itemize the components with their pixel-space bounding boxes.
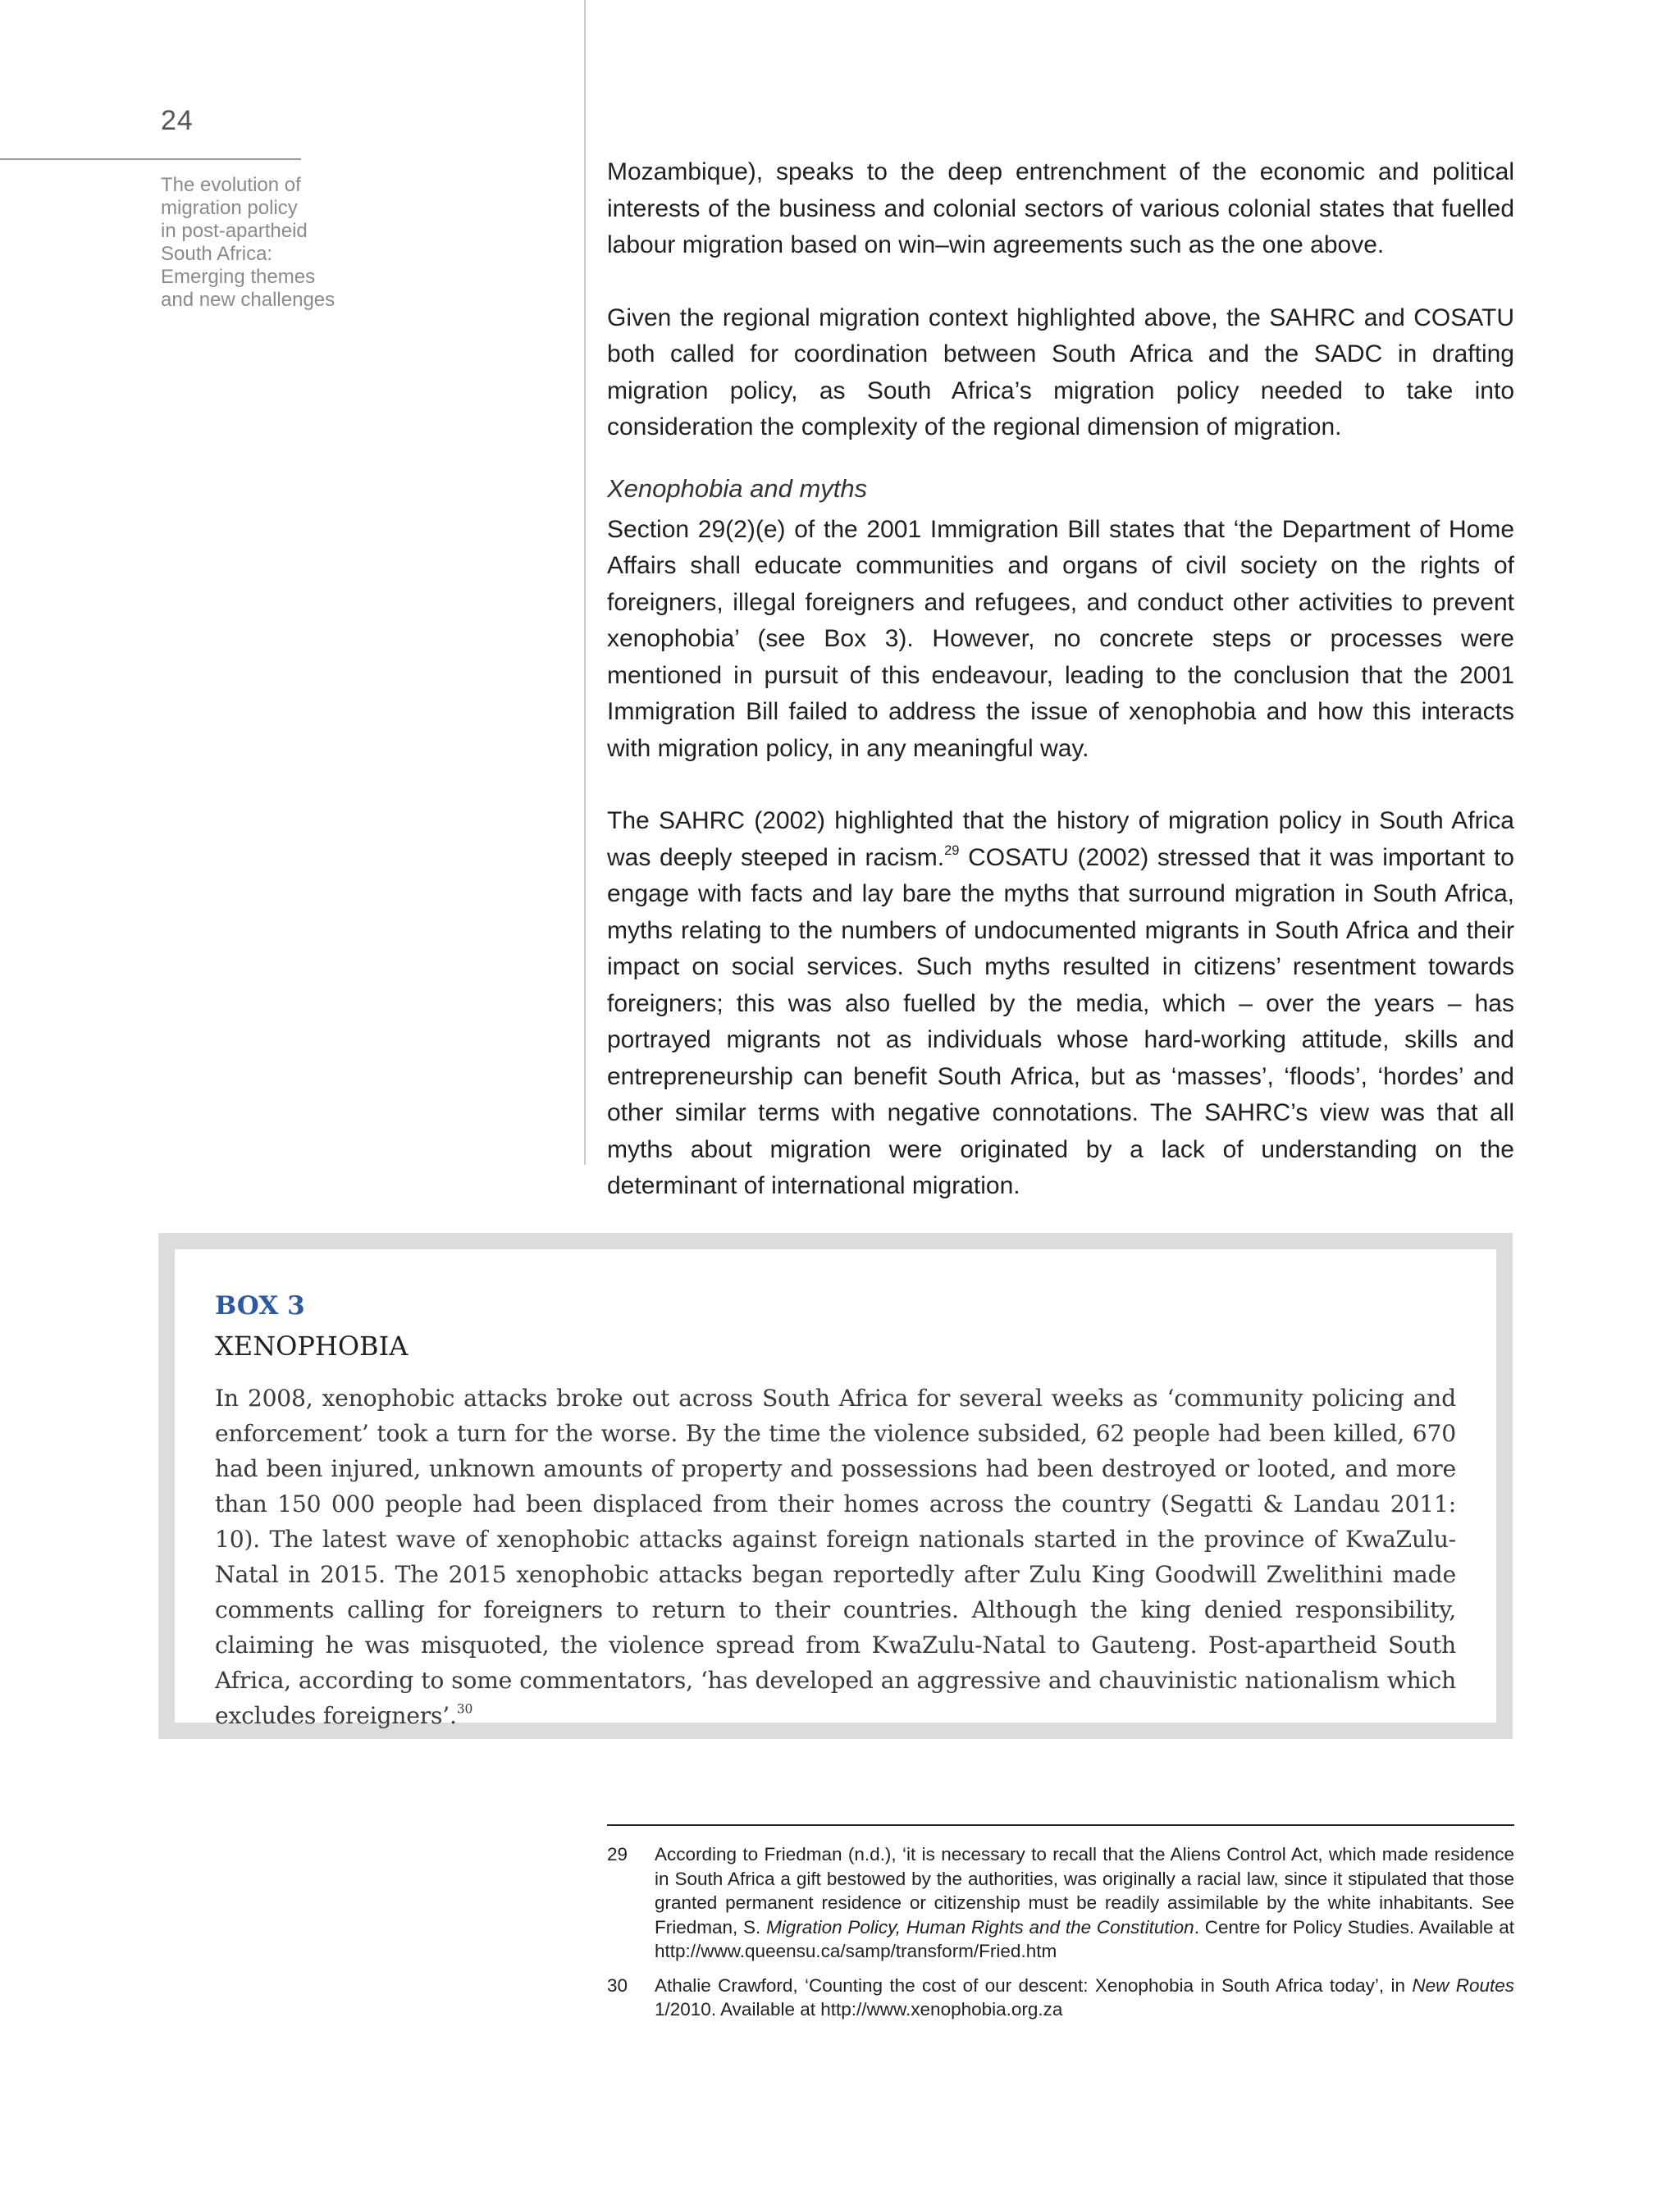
paragraph-text: The SAHRC (2002) highlighted that the history of migration policy in South Africa was deeply steeped in racism. xyxy=(607,807,1514,871)
box-label: BOX 3 xyxy=(215,1291,305,1321)
body-paragraph: Section 29(2)(e) of the 2001 Immigration Bill states that ‘the Department of Home Affairs shall educate communities and organs of civil society on the rights of foreigners, illegal foreigners and refugees, and conduct other activities to prevent xenophobia’ (see Box 3). However, no concrete steps or processes were mentioned in pursuit of this endeavour, leading to the conclusion that the 2001 Immigration Bill failed to address the issue of xenophobia and how this interacts with migration policy, in any meaningful way. xyxy=(607,515,1514,762)
main-text xyxy=(607,154,1514,1205)
running-head xyxy=(161,174,349,312)
running-head-line: The evolution of xyxy=(161,174,301,196)
footnotes xyxy=(607,1842,1514,2022)
page-number: 24 xyxy=(161,105,194,136)
footnote-text: Athalie Crawford, ‘Counting the cost of our descent: Xenophobia in South Africa today’, in xyxy=(655,1974,1413,1996)
footnote-30 xyxy=(607,1974,1514,2022)
column-divider xyxy=(584,0,586,1165)
footnote-number: 30 xyxy=(607,1974,628,1996)
footnote-italic-title: Migration Policy, Human Rights and the Constitution xyxy=(766,1916,1194,1938)
page-number-rule xyxy=(0,158,301,160)
box-body-text: In 2008, xenophobic attacks broke out across South Africa for several weeks as ‘community policing and enforcement’ took a turn for the worse. By the time the violence subsided, 62 people had been killed, 670 had been injured, unknown amounts of property and possessions had been destroyed or looted, and more than 150 000 people had been displaced from their homes across the country (Segatti & Landau 2011: 10). The latest wave of xenophobic attacks against foreign nationals started in the province of KwaZulu-Natal in 2015. The 2015 xenophobic attacks began reportedly after Zulu King Goodwill Zwelithini made comments calling for foreigners to return to their countries. Although the king denied responsibility, claiming he was misquoted, the violence spread from KwaZulu-Natal to Gauteng. Post-apartheid South Africa, according to some commentators, ‘has developed an aggressive and chauvinistic nationalism which excludes foreigners’. xyxy=(215,1385,1456,1729)
running-head-line: migration policy xyxy=(161,197,298,219)
body-paragraph: Mozambique), speaks to the deep entrenchment of the economic and political interests of the business and colonial sectors of various colonial states that fuelled labour migration based on win–win agreements such as the one above. xyxy=(607,158,1514,258)
section-subheading: Xenophobia and myths xyxy=(607,473,868,503)
footnote-reference[interactable]: 29 xyxy=(944,842,960,858)
footnote-29 xyxy=(607,1842,1514,1964)
paragraph-text: COSATU (2002) stressed that it was important to engage with facts and lay bare the myths that surround migration in South Africa, myths relating to the numbers of undocumented migrants in South Africa and their impact on social services. Such myths resulted in citizens’ resentment towards foreigners; this was also fuelled by the media, which – over the years – has portrayed migrants not as individuals whose hard-working attitude, skills and entrepreneurship can benefit South Africa, but as ‘masses’, ‘floods’, ‘hordes’ and other similar terms with negative connotations. The SAHRC’s view was that all myths about migration were originated by a lack of understanding on the determinant of international migration. xyxy=(607,843,1514,1199)
footnote-italic-title: New Routes xyxy=(1412,1974,1514,1996)
footnote-number: 29 xyxy=(607,1844,628,1865)
running-head-line: South Africa: xyxy=(161,243,273,265)
box-title: XENOPHOBIA xyxy=(215,1330,409,1362)
body-paragraph xyxy=(607,803,1514,1205)
box-content xyxy=(215,1290,1456,1733)
footnote-text: . Centre for Policy Studies. Available at http://www.queensu.ca/samp/transform/Fried.htm xyxy=(655,1916,1515,1961)
running-head-line: Emerging themes xyxy=(161,266,316,288)
footnote-text: According to Friedman (n.d.), ‘it is necessary to recall that the Aliens Control Act, which made residence in South Africa a gift bestowed by the authorities, was originally a racial law, since it stipulated that those granted permanent residence or citizenship must be readily assimilable by the white inhabitants. See Friedman, S. xyxy=(655,1844,1514,1938)
running-head-line: in post-apartheid xyxy=(161,220,308,242)
running-head-line: and new challenges xyxy=(161,289,336,311)
box-body xyxy=(215,1381,1456,1733)
body-paragraph: Given the regional migration context highlighted above, the SAHRC and COSATU both called for coordination between South Africa and the SADC in drafting migration policy, as South Africa’s migration policy needed to take into consideration the complexity of the regional dimension of migration. xyxy=(607,304,1514,440)
box-3 xyxy=(158,1233,1513,1739)
footnote-text: 1/2010. Available at http://www.xenophobia.org.za xyxy=(655,1999,1063,2020)
footnote-rule xyxy=(607,1824,1514,1826)
footnote-reference[interactable]: 30 xyxy=(456,1701,473,1717)
